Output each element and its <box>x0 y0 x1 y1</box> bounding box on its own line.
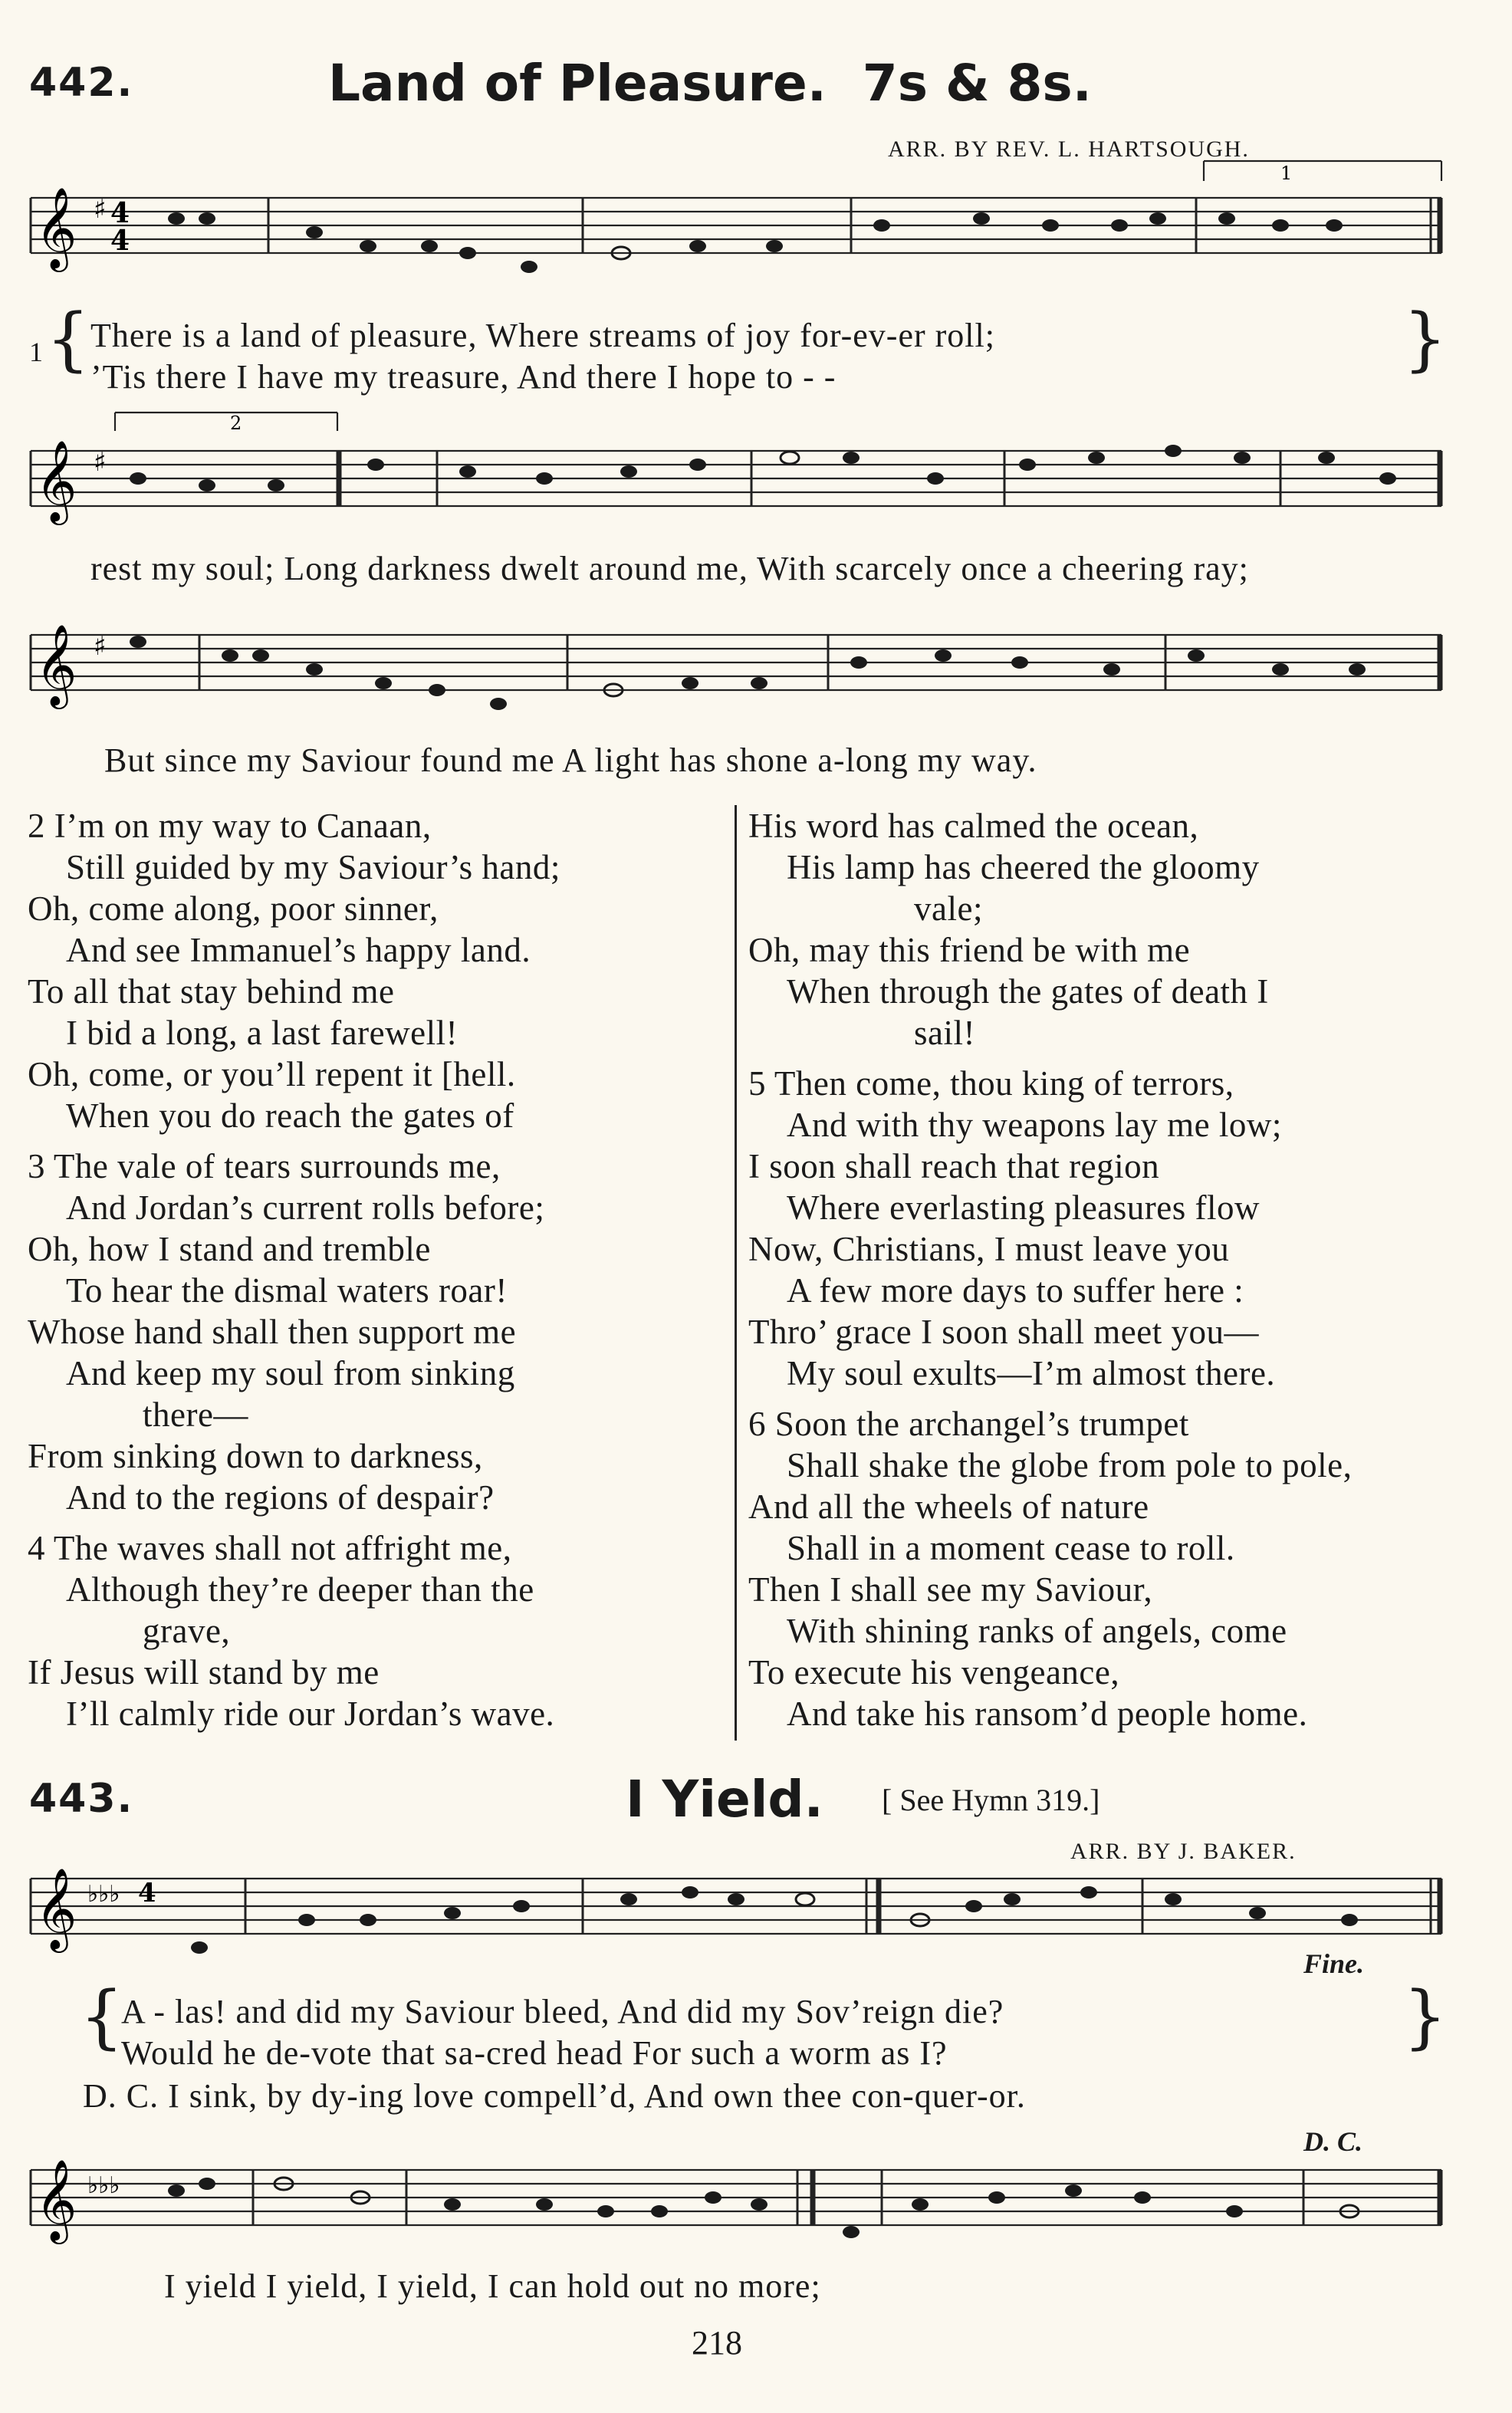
hymn-442-ending-2: 2 <box>230 413 242 434</box>
verse-line: Still guided by my Saviour’s hand; <box>66 848 560 886</box>
hymn-442-arranger: ARR. BY REV. L. HARTSOUGH. <box>888 136 1250 162</box>
verse-line: A few more days to suffer here : <box>787 1271 1244 1310</box>
verse-line: From sinking down to darkness, <box>28 1437 483 1475</box>
hymn-443-lyric-2: I yield I yield, I yield, I can hold out no more; <box>164 2267 821 2305</box>
svg-text:𝄞: 𝄞 <box>35 2158 77 2240</box>
hymn-443-lyric-1b: Would he de-vote that sa-cred head For such a worm as I? <box>121 2034 948 2072</box>
verse-line: And with thy weapons lay me low; <box>787 1106 1282 1144</box>
hymn-442-ending-1: 1 <box>1280 163 1293 184</box>
verse-line: When you do reach the gates of <box>66 1096 514 1135</box>
verse-line: And keep my soul from sinking <box>66 1354 515 1392</box>
verse-line: Then I shall see my Saviour, <box>748 1570 1153 1609</box>
verse-line: Oh, may this friend be with me <box>748 931 1191 969</box>
verse-line: I bid a long, a last farewell! <box>66 1014 459 1052</box>
hymn-442-staff-3 <box>23 590 1449 728</box>
hymn-443-reference: [ See Hymn 319.] <box>882 1783 1100 1817</box>
verse-line: 5 Then come, thou king of terrors, <box>748 1064 1234 1103</box>
page-number: 218 <box>692 2324 742 2362</box>
hymn-442-title <box>328 54 1092 113</box>
verse-line: And Jordan’s current rolls before; <box>66 1188 545 1227</box>
hymn-442-title-text: Land of Pleasure. <box>328 54 827 113</box>
verse-line: Shall shake the globe from pole to pole, <box>787 1446 1353 1484</box>
hymn-443-lyric-1a: A - las! and did my Saviour bleed, And did my Sov’reign die? <box>121 1993 1004 2030</box>
hymn-443-fine: Fine. <box>1303 1948 1365 1979</box>
verse-line: To hear the dismal waters roar! <box>66 1271 508 1310</box>
svg-text:♭♭♭: ♭♭♭ <box>87 2172 120 2199</box>
verse-line: I’ll calmly ride our Jordan’s wave. <box>66 1695 555 1733</box>
hymn-442-stanza-number: 1 <box>29 337 44 367</box>
verse-line: Now, Christians, I must leave you <box>748 1230 1230 1268</box>
verse-line: 3 The vale of tears surrounds me, <box>28 1147 501 1185</box>
hymn-443-title: I Yield. <box>626 1770 823 1829</box>
hymn-442-lyric-1a: There is a land of pleasure, Where streams of joy for-ev-er roll; <box>90 317 995 354</box>
verse-line: His lamp has cheered the gloomy <box>787 848 1260 886</box>
verse-line: Shall in a moment cease to roll. <box>787 1529 1235 1567</box>
svg-text:𝄞: 𝄞 <box>35 186 77 268</box>
verse-line: Oh, how I stand and tremble <box>28 1230 431 1268</box>
verse-line: And to the regions of despair? <box>66 1478 495 1517</box>
verse-line: Oh, come along, poor sinner, <box>28 889 439 928</box>
verse-line: there— <box>143 1396 248 1434</box>
hymn-442-number: 442. <box>29 60 134 106</box>
hymn-443-staff-1 <box>23 1856 1449 1986</box>
verse-line: His word has calmed the ocean, <box>748 807 1199 845</box>
verse-line: To all that stay behind me <box>28 972 395 1011</box>
hymn-443-lyric-1c: D. C. I sink, by dy-ing love compell’d, And own thee con-quer-or. <box>83 2077 1026 2115</box>
verse-line: Although they’re deeper than the <box>66 1570 534 1609</box>
verse-line: vale; <box>914 889 983 928</box>
hymn-443-number: 443. <box>29 1776 134 1822</box>
verse-line: And take his ransom’d people home. <box>787 1695 1308 1733</box>
verse-line: grave, <box>143 1612 231 1650</box>
verse-line: My soul exults—I’m almost there. <box>787 1354 1276 1392</box>
svg-text:♯: ♯ <box>94 447 107 478</box>
verse-line: sail! <box>914 1014 975 1052</box>
svg-text:4: 4 <box>138 1878 156 1908</box>
hymn-442-verses-right <box>748 805 1461 1734</box>
verse-line: And all the wheels of nature <box>748 1488 1149 1526</box>
verse-line: 4 The waves shall not affright me, <box>28 1529 512 1567</box>
verse-line: Where everlasting pleasures flow <box>787 1188 1260 1227</box>
verse-line: If Jesus will stand by me <box>28 1653 380 1691</box>
svg-text:4: 4 <box>110 197 130 229</box>
verse-line: I soon shall reach that region <box>748 1147 1160 1185</box>
verse-line: And see Immanuel’s happy land. <box>66 931 531 969</box>
hymn-442-staff-1 <box>23 153 1449 299</box>
svg-text:𝄞: 𝄞 <box>35 1867 77 1949</box>
svg-text:♭♭♭: ♭♭♭ <box>87 1881 120 1908</box>
hymn-443-arranger: ARR. BY J. BAKER. <box>1070 1839 1297 1864</box>
svg-text:𝄞: 𝄞 <box>35 439 77 521</box>
svg-text:♯: ♯ <box>94 194 107 225</box>
column-divider <box>735 805 737 1741</box>
svg-text:4: 4 <box>110 225 130 257</box>
hymn-442-verses-left <box>28 805 733 1734</box>
verse-line: To execute his vengeance, <box>748 1653 1120 1691</box>
verse-line: Oh, come, or you’ll repent it [hell. <box>28 1055 516 1093</box>
svg-text:♯: ♯ <box>94 631 107 662</box>
verse-line: 2 I’m on my way to Canaan, <box>28 807 432 845</box>
hymn-442-lyric-3: But since my Saviour found me A light has shone a-long my way. <box>104 741 1037 779</box>
verse-line: With shining ranks of angels, come <box>787 1612 1287 1650</box>
hymn-442-lyric-2: rest my soul; Long darkness dwelt around me, With scarcely once a cheering ray; <box>90 550 1249 587</box>
verse-line: When through the gates of death I <box>787 972 1269 1011</box>
verse-line: Whose hand shall then support me <box>28 1313 517 1351</box>
verse-line: Thro’ grace I soon shall meet you— <box>748 1313 1259 1351</box>
hymn-443-staff-2 <box>23 2155 1449 2270</box>
hymn-442-meter: 7s & 8s. <box>862 54 1092 113</box>
svg-text:𝄞: 𝄞 <box>35 623 77 705</box>
hymn-443-dc: D. C. <box>1303 2126 1363 2157</box>
hymn-442-staff-2 <box>23 406 1449 544</box>
hymn-442-lyric-1b: ’Tis there I have my treasure, And there I hope to - - <box>90 358 837 396</box>
verse-line: 6 Soon the archangel’s trumpet <box>748 1405 1189 1443</box>
